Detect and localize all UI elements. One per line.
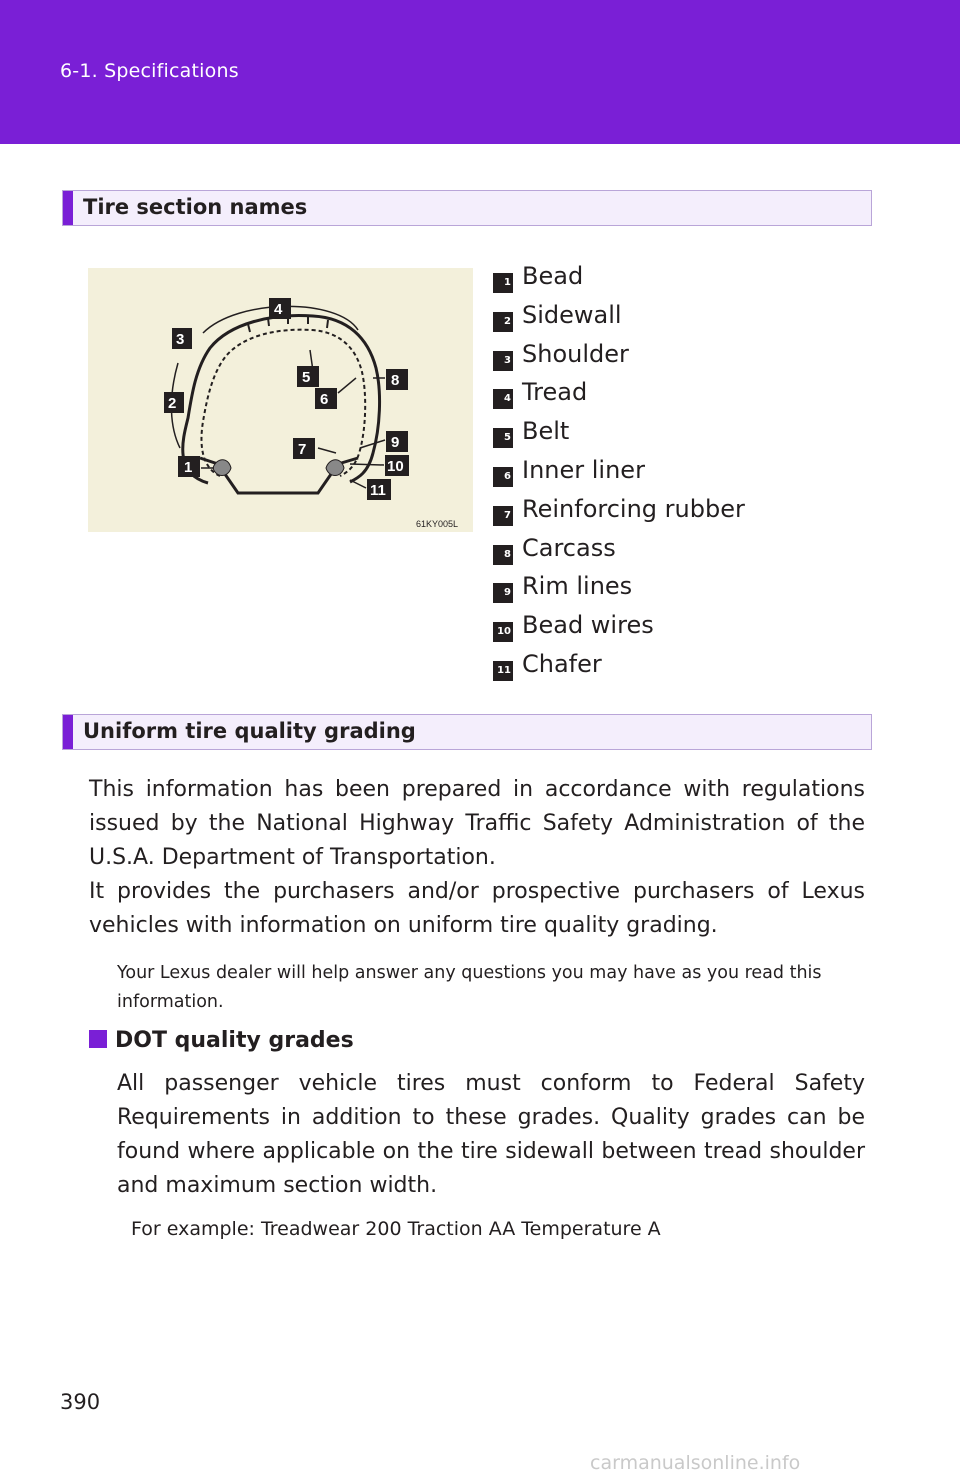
svg-text:3: 3: [176, 331, 185, 348]
svg-text:4: 4: [274, 301, 283, 318]
section-title: 6-1. Specifications: [60, 60, 239, 82]
legend-number: 5: [493, 428, 513, 448]
legend-label: Bead: [522, 262, 584, 290]
legend-label: Inner liner: [522, 455, 645, 484]
legend-item: [493, 611, 853, 650]
tire-section-heading: [62, 190, 872, 226]
legend-item: [493, 417, 853, 456]
svg-text:7: 7: [298, 441, 307, 458]
svg-text:6: 6: [320, 391, 329, 408]
bead-right: [326, 460, 344, 476]
legend-item: [493, 495, 853, 534]
legend-number: 11: [493, 661, 513, 681]
legend-number: 9: [493, 583, 513, 603]
svg-text:11: 11: [370, 482, 386, 499]
tire-section-diagram: [88, 268, 473, 532]
dot-grades-title: DOT quality grades: [115, 1028, 354, 1053]
legend-item: [493, 534, 853, 573]
legend-label: Carcass: [522, 533, 616, 562]
tire-parts-legend: [493, 262, 853, 689]
svg-text:9: 9: [391, 434, 400, 451]
grading-intro: This information has been prepared in accordance with regulations issued by the National Highway Traffic Safety Administration of the U.S.A. Department of Transportation.: [89, 777, 865, 870]
legend-item: [493, 340, 853, 379]
legend-number: 10: [493, 622, 513, 642]
legend-label: Belt: [522, 417, 570, 446]
bead-left: [213, 460, 231, 476]
tire-section-title: Tire section names: [83, 195, 308, 219]
legend-number: 1: [493, 273, 513, 293]
dot-grades-heading: [89, 1028, 354, 1053]
grade-example: For example: Treadwear 200 Traction AA Temperature A: [131, 1218, 661, 1240]
legend-number: 6: [493, 467, 513, 487]
legend-label: Sidewall: [522, 300, 622, 329]
dot-grades-text: All passenger vehicle tires must conform to Federal Safety Requirements in addition to these grades. Quality grades can be found where applicable on the tire sidewall between tread shoulder and maximum section width.: [117, 1071, 865, 1198]
svg-text:2: 2: [168, 395, 177, 412]
grading-section-heading: [62, 714, 872, 750]
legend-number: 7: [493, 506, 513, 526]
legend-item: [493, 378, 853, 417]
svg-text:8: 8: [391, 372, 400, 389]
legend-label: Shoulder: [522, 339, 629, 368]
grading-section-title: Uniform tire quality grading: [83, 719, 416, 743]
legend-number: 3: [493, 351, 513, 371]
page-number: 390: [60, 1390, 101, 1414]
legend-item: [493, 650, 853, 689]
legend-label: Chafer: [522, 649, 602, 678]
dealer-note: Your Lexus dealer will help answer any questions you may have as you read this information.: [117, 963, 822, 1012]
svg-text:1: 1: [184, 459, 193, 476]
grading-intro-2: It provides the purchasers and/or prospective purchasers of Lexus vehicles with information on uniform tire quality grading.: [89, 879, 865, 938]
legend-label: Reinforcing rubber: [522, 494, 745, 523]
legend-label: Rim lines: [522, 572, 633, 601]
legend-number: 2: [493, 312, 513, 332]
legend-number: 4: [493, 389, 513, 409]
watermark: carmanualsonline.info: [590, 1452, 801, 1474]
svg-text:10: 10: [387, 458, 404, 475]
legend-item: [493, 262, 853, 301]
tire-cross-section-figure: [88, 268, 473, 532]
diagram-code: 61KY005L: [416, 519, 459, 529]
page-header: [0, 0, 960, 144]
legend-label: Bead wires: [522, 611, 654, 640]
legend-number: 8: [493, 545, 513, 565]
heading-accent: [63, 191, 73, 225]
square-bullet-icon: [89, 1030, 107, 1048]
legend-item: [493, 301, 853, 340]
svg-text:5: 5: [302, 369, 311, 386]
heading-accent: [63, 715, 73, 749]
legend-item: [493, 456, 853, 495]
legend-label: Tread: [522, 378, 588, 407]
legend-item: [493, 572, 853, 611]
